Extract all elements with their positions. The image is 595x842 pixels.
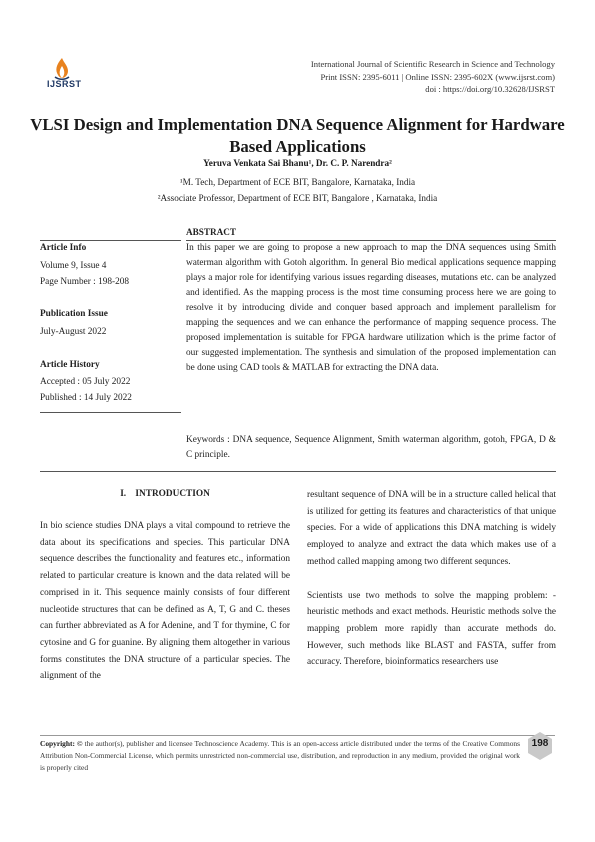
article-history-heading: Article History xyxy=(40,360,100,370)
paper-authors: Yeruva Venkata Sai Bhanu¹, Dr. C. P. Narendra² xyxy=(203,158,392,168)
keywords: Keywords : DNA sequence, Sequence Alignment, Smith waterman algorithm, gotoh, FPGA, D & C principle. xyxy=(186,435,556,461)
paper-title: VLSI Design and Implementation DNA Sequence Alignment for Hardware Based Applications xyxy=(30,115,565,156)
journal-issn: Print ISSN: 2395-6011 | Online ISSN: 2395-602X (www.ijsrst.com) xyxy=(320,71,555,82)
intro-paragraph-2: resultant sequence of DNA will be in a structure called helical that is utilized for getting its features and characteristics of that unique species. For a wide of applications this DNA matching is widely employed to analyze and extract the data which makes use of a method called mapping among two different sequnces. xyxy=(307,490,556,567)
section-rule xyxy=(40,471,556,472)
intro-paragraph-3: Scientists use two methods to solve the mapping problem: - heuristic methods and exact methods. Heuristic methods solve the mapping problem more rapidly than accurate methods do. However, such methods like BLAST and FASTA, suffer from accuracy. Therefore, bioinformatics researchers use xyxy=(307,590,556,668)
copyright-notice xyxy=(40,738,520,774)
copyright-label: Copyright: xyxy=(40,739,75,748)
abstract-text: In this paper we are going to propose a new approach to map the DNA sequences using Smith waterman algorithm with Gotoh algorithm. In general Bio medical applications sequence mapping plays a major role for identifying various issues regarding diseases, mutations etc. can be analyzed and identified. As the mapping process is the most time consuming process here we are going to resolve it by introducing divide and conquer based approach and implement parallelism for mapping the sequences and we can enhance the performance of mapping sequence process. The proposed implementation is suitable for FPGA hardware utilization which is the prime factor of our suggested implementation. The synthesis and simulation of the proposed implementation can be done using CAD tools & MATLAB for extracting the DNA data. xyxy=(186,243,556,374)
introduction-heading: I. INTRODUCTION xyxy=(120,489,210,499)
intro-paragraph-1: In bio science studies DNA plays a vital compound to retrieve the data about its specifications and species. This particular DNA sequence describes the functionality and features etc., information related to particular creature is known and the data related will be comprised in it. This sequence mainly consists of four different nucleotide structures that can be defined as A, T, G and C. theses can further abbreviated as A for Adenine, and T for thymine, C for cytosine and G for guanine. By aligning them altogether in various forms constitutes the DNA structure of a particular species. The alignment of the xyxy=(40,521,290,682)
footer-rule xyxy=(40,735,555,736)
copyright-text: the author(s), publisher and licensee Technoscience Academy. This is an open-access article distributed under the terms of the Creative Commons Attribution Non-Commercial License, which permits unrestricted non-commercial use, distribution, and reproduction in any medium, provided the original work is properly cited xyxy=(40,739,520,772)
journal-name: International Journal of Scientific Research in Science and Technology xyxy=(310,59,555,69)
page-number-badge xyxy=(525,731,555,761)
abstract-heading: ABSTRACT xyxy=(186,227,237,237)
journal-logo xyxy=(42,57,100,93)
sidebar-bottom-rule xyxy=(40,412,181,413)
copyright-symbol: © xyxy=(77,739,83,748)
article-pages: Page Number : 198-208 xyxy=(40,277,130,287)
page-number: 198 xyxy=(531,738,549,749)
article-info-heading: Article Info xyxy=(40,243,87,253)
logo-text: IJSRST xyxy=(47,79,82,89)
journal-doi: doi : https://doi.org/10.32628/IJSRST xyxy=(425,84,555,94)
published-date: Published : 14 July 2022 xyxy=(40,393,132,403)
intro-right-column xyxy=(307,487,556,671)
article-volume: Volume 9, Issue 4 xyxy=(40,261,107,271)
affiliation-2: ²Associate Professor, Department of ECE BIT, Bangalore , Karnataka, India xyxy=(157,193,438,203)
accepted-date: Accepted : 05 July 2022 xyxy=(40,377,131,387)
journal-header xyxy=(311,58,555,96)
publication-issue-heading: Publication Issue xyxy=(40,309,108,319)
intro-left-column xyxy=(40,518,290,685)
flame-icon xyxy=(52,57,72,81)
affiliation-1: ¹M. Tech, Department of ECE BIT, Bangalore, Karnataka, India xyxy=(179,177,416,187)
publication-issue: July-August 2022 xyxy=(40,327,107,337)
